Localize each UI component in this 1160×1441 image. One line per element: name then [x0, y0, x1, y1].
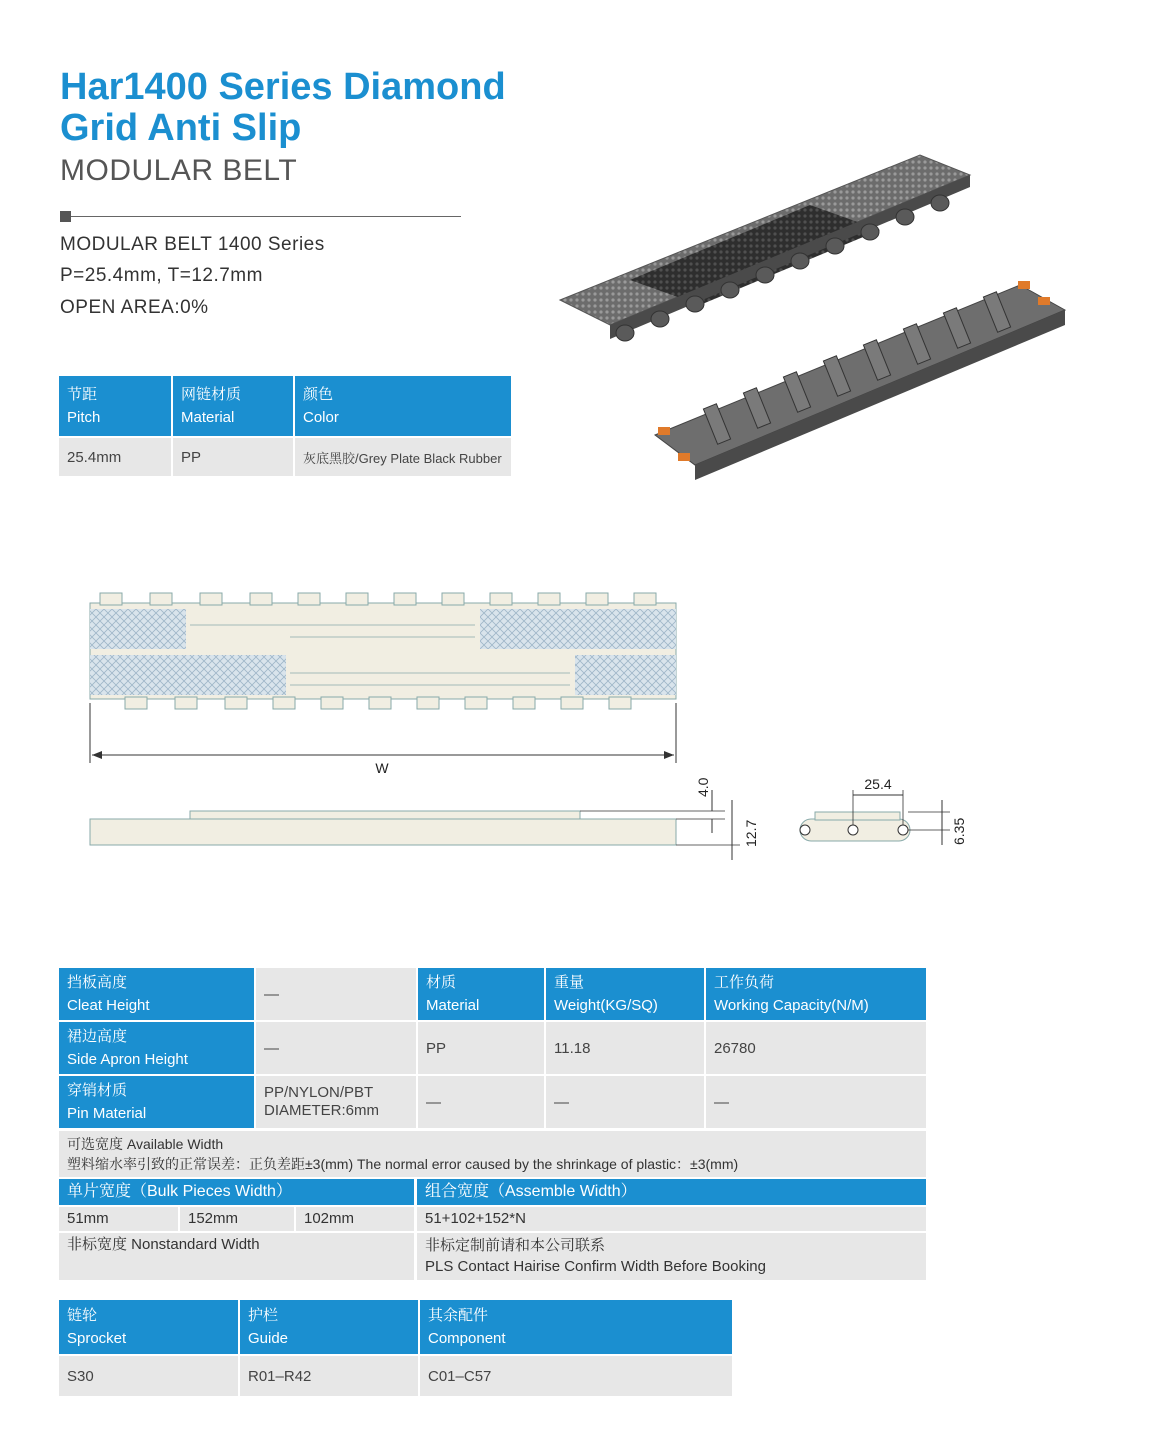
spec-open-area: OPEN AREA:0%	[60, 297, 209, 318]
bulk-width-102: 102mm	[296, 1207, 414, 1231]
dim-top-label: 4.0	[695, 777, 711, 797]
bulk-width-152: 152mm	[180, 1207, 294, 1231]
page-title-line1: Har1400 Series Diamond	[60, 66, 506, 108]
value-guide: R01–R42	[240, 1356, 418, 1396]
label-side-apron-height: 裙边高度 Side Apron Height	[59, 1022, 254, 1074]
pitch-detail	[800, 790, 950, 845]
available-width-note	[59, 1131, 926, 1177]
value-pin-col3: —	[418, 1076, 544, 1128]
dim-thickness-label: 12.7	[743, 819, 759, 847]
cell-pitch: 25.4mm	[59, 438, 171, 476]
value-cleat-height: —	[256, 968, 416, 1020]
bulk-width-header: 单片宽度（Bulk Pieces Width）	[59, 1179, 414, 1205]
header-guide: 护栏 Guide	[240, 1300, 418, 1354]
value-weight: 11.18	[546, 1022, 704, 1074]
spec-pitch-thickness: P=25.4mm, T=12.7mm	[60, 265, 263, 286]
label-cleat-height: 挡板高度 Cleat Height	[59, 968, 254, 1020]
label-pin-material: 穿销材质 Pin Material	[59, 1076, 254, 1128]
cell-color: 灰底黑胶/Grey Plate Black Rubber	[295, 438, 511, 476]
bulk-width-51: 51mm	[59, 1207, 178, 1231]
shrinkage-note: 塑料缩水率引致的正常误差：正负差距±3(mm) The normal error caused by the shrinkage of plastic：±3(mm)	[67, 1156, 739, 1172]
header-pitch: 节距 Pitch	[59, 376, 171, 436]
properties-table	[57, 966, 928, 1130]
cell-material: PP	[173, 438, 293, 476]
value-pin-col4: —	[546, 1076, 704, 1128]
divider-square	[60, 211, 71, 222]
basic-spec-table	[57, 374, 513, 478]
accessory-table	[57, 1298, 734, 1398]
value-pin-material: PP/NYLON/PBT DIAMETER:6mm	[256, 1076, 416, 1128]
width-label: W	[375, 760, 389, 776]
belt-product-image	[550, 135, 1090, 495]
belt-bottom-view	[655, 281, 1065, 480]
nonstandard-width-label: 非标宽度 Nonstandard Width	[59, 1233, 414, 1280]
divider-line	[71, 216, 461, 217]
belt-side-view	[90, 790, 740, 860]
nonstandard-width-note	[417, 1233, 926, 1280]
belt-plan-view	[90, 593, 676, 709]
dim-pin-label: 6.35	[951, 817, 967, 845]
value-pin-col5: —	[706, 1076, 926, 1128]
assemble-width-header: 组合宽度（Assemble Width）	[417, 1179, 926, 1205]
spec-series: MODULAR BELT 1400 Series	[60, 234, 325, 255]
page-subtitle: MODULAR BELT	[60, 154, 298, 187]
value-material: PP	[418, 1022, 544, 1074]
header-material: 网链材质 Material	[173, 376, 293, 436]
available-width-title: 可选宽度 Available Width	[67, 1136, 224, 1152]
page-title-line2: Grid Anti Slip	[60, 107, 302, 149]
nonstandard-note-en: PLS Contact Hairise Confirm Width Before Booking	[425, 1258, 766, 1275]
value-working-capacity: 26780	[706, 1022, 926, 1074]
nonstandard-note-cn: 非标定制前请和本公司联系	[425, 1237, 606, 1254]
value-sprocket: S30	[59, 1356, 238, 1396]
header-working-capacity: 工作负荷 Working Capacity(N/M)	[706, 968, 926, 1020]
dim-pitch-label: 25.4	[864, 776, 892, 792]
width-dimension	[90, 703, 676, 763]
technical-drawing	[80, 585, 980, 865]
value-component: C01–C57	[420, 1356, 732, 1396]
header-material: 材质 Material	[418, 968, 544, 1020]
header-component: 其余配件 Component	[420, 1300, 732, 1354]
value-side-apron-height: —	[256, 1022, 416, 1074]
header-weight: 重量 Weight(KG/SQ)	[546, 968, 704, 1020]
belt-top-view	[560, 155, 970, 341]
header-color: 颜色 Color	[295, 376, 511, 436]
header-sprocket: 链轮 Sprocket	[59, 1300, 238, 1354]
assemble-width-value: 51+102+152*N	[417, 1207, 926, 1231]
